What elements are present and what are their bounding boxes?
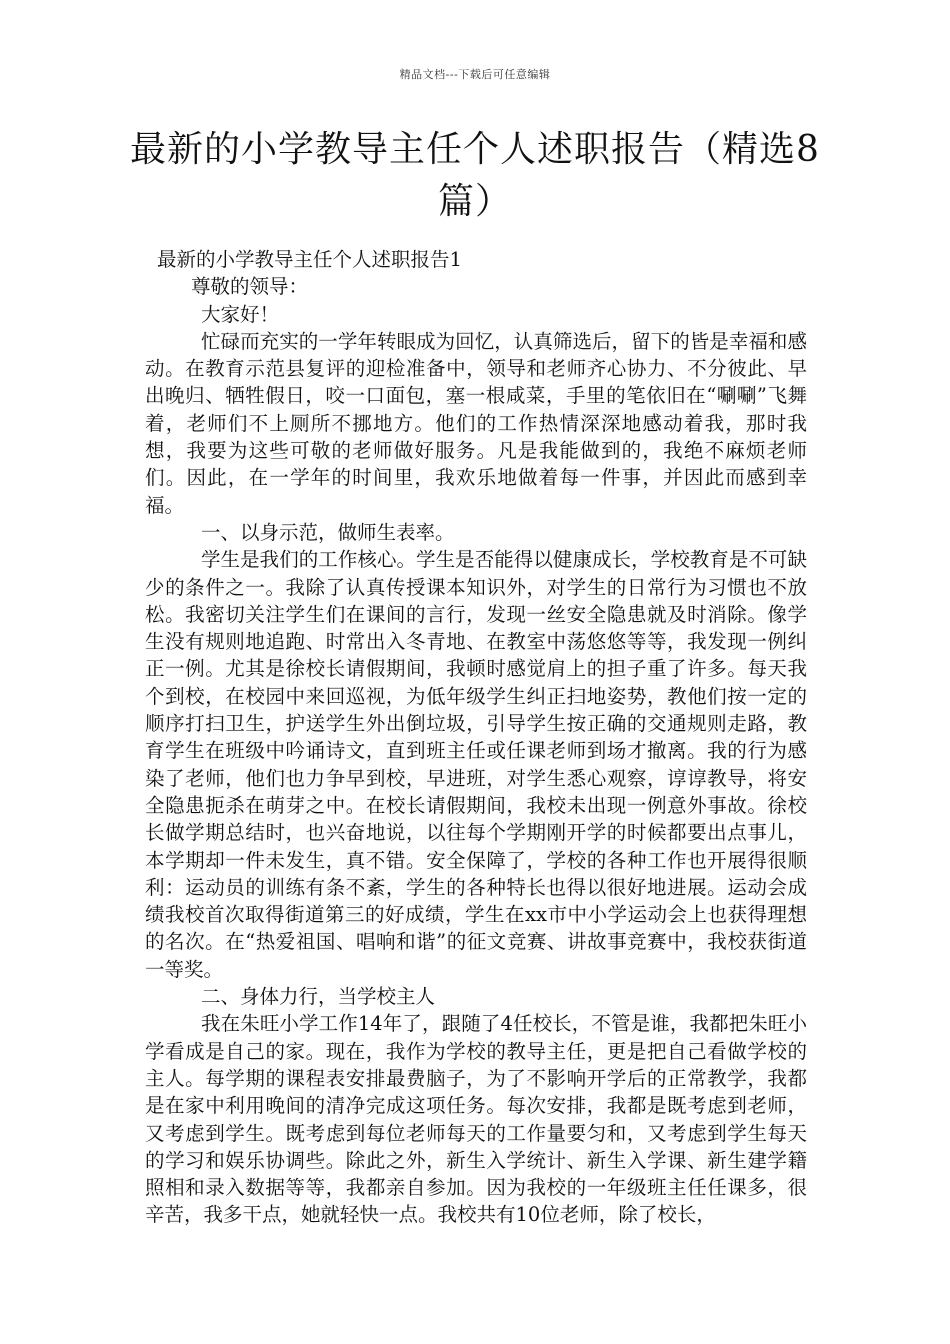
header-note: 精品文档---下载后可任意编辑 — [399, 68, 551, 81]
document-body — [145, 246, 807, 1229]
section-heading-1: 一、以身示范，做师生表率。 — [201, 520, 455, 544]
greeting: 大家好！ — [201, 302, 280, 326]
paragraph-section-1: 学生是我们的工作核心。学生是否能得以健康成长，学校教育是不可缺少的条件之一。我除了认真传授课本知识外，对学生的日常行为习惯也不放松。我密切关注学生们在课间的言行，发现一丝安全隐患就及时消除。像学生没有规则地追跑、时常出入冬青地、在教室中荡悠悠等等，我发现一例纠正一例。尤其是徐校长请假期间，我顿时感觉肩上的担子重了许多。每天我个到校，在校园中来回巡视，为低年级学生纠正扫地姿势，教他们按一定的顺序打扫卫生，护送学生外出倒垃圾，引导学生按正确的交通规则走路，教育学生在班级中吟诵诗文，直到班主任或任课老师到场才撤离。我的行为感染了老师，他们也力争早到校，早进班，对学生悉心观察，谆谆教导，将安全隐患扼杀在萌芽之中。在校长请假期间，我校未出现一例意外事故。徐校长做学期总结时，也兴奋地说，以往每个学期刚开学的时候都要出点事儿，本学期却一件未发生，真不错。安全保障了，学校的各种工作也开展得很顺利：运动员的训练有条不紊，学生的各种特长也得以很好地进展。运动会成绩我校首次取得街道第三的好成绩，学生在xx市中小学运动会上也获得理想的名次。在“热爱祖国、唱响和谐”的征文竞赛、讲故事竞赛中，我校获街道一等奖。 — [145, 548, 807, 981]
section-heading-2: 二、身体力行，当学校主人 — [201, 985, 436, 1009]
salutation: 尊敬的领导： — [191, 275, 309, 299]
section-subtitle: 最新的小学教导主任个人述职报告1 — [157, 248, 462, 271]
document-title: 最新的小学教导主任个人述职报告（精选8篇） — [130, 129, 820, 222]
paragraph-intro: 忙碌而充实的一学年转眼成为回忆，认真筛选后，留下的皆是幸福和感动。在教育示范县复评的迎检准备中，领导和老师齐心协力、不分彼此、早出晚归、牺牲假日，咬一口面包，塞一根咸菜，手里的笔依旧在“唰唰”飞舞着，老师们不上厕所不挪地方。他们的工作热情深深地感动着我，那时我想，我要为这些可敬的老师做好服务。凡是我能做到的，我绝不麻烦老师们。因此，在一学年的时间里，我欢乐地做着每一件事，并因此而感到幸福。 — [145, 329, 807, 517]
paragraph-section-2: 我在朱旺小学工作14年了，跟随了4任校长，不管是谁，我都把朱旺小学看成是自己的家。现在，我作为学校的教导主任，更是把自己看做学校的主人。每学期的课程表安排最费脑子，为了不影响开学后的正常教学，我都是在家中利用晚间的清净完成这项任务。每次安排，我都是既考虑到老师，又考虑到学生。既考虑到每位老师每天的工作量要匀和，又考虑到学生每天的学习和娱乐协调些。除此之外，新生入学统计、新生入学课、新生建学籍照相和录入数据等等，我都亲自参加。因为我校的一年级班主任任课多，很辛苦，我多干点，她就轻快一点。我校共有10位老师，除了校长， — [145, 1012, 807, 1227]
